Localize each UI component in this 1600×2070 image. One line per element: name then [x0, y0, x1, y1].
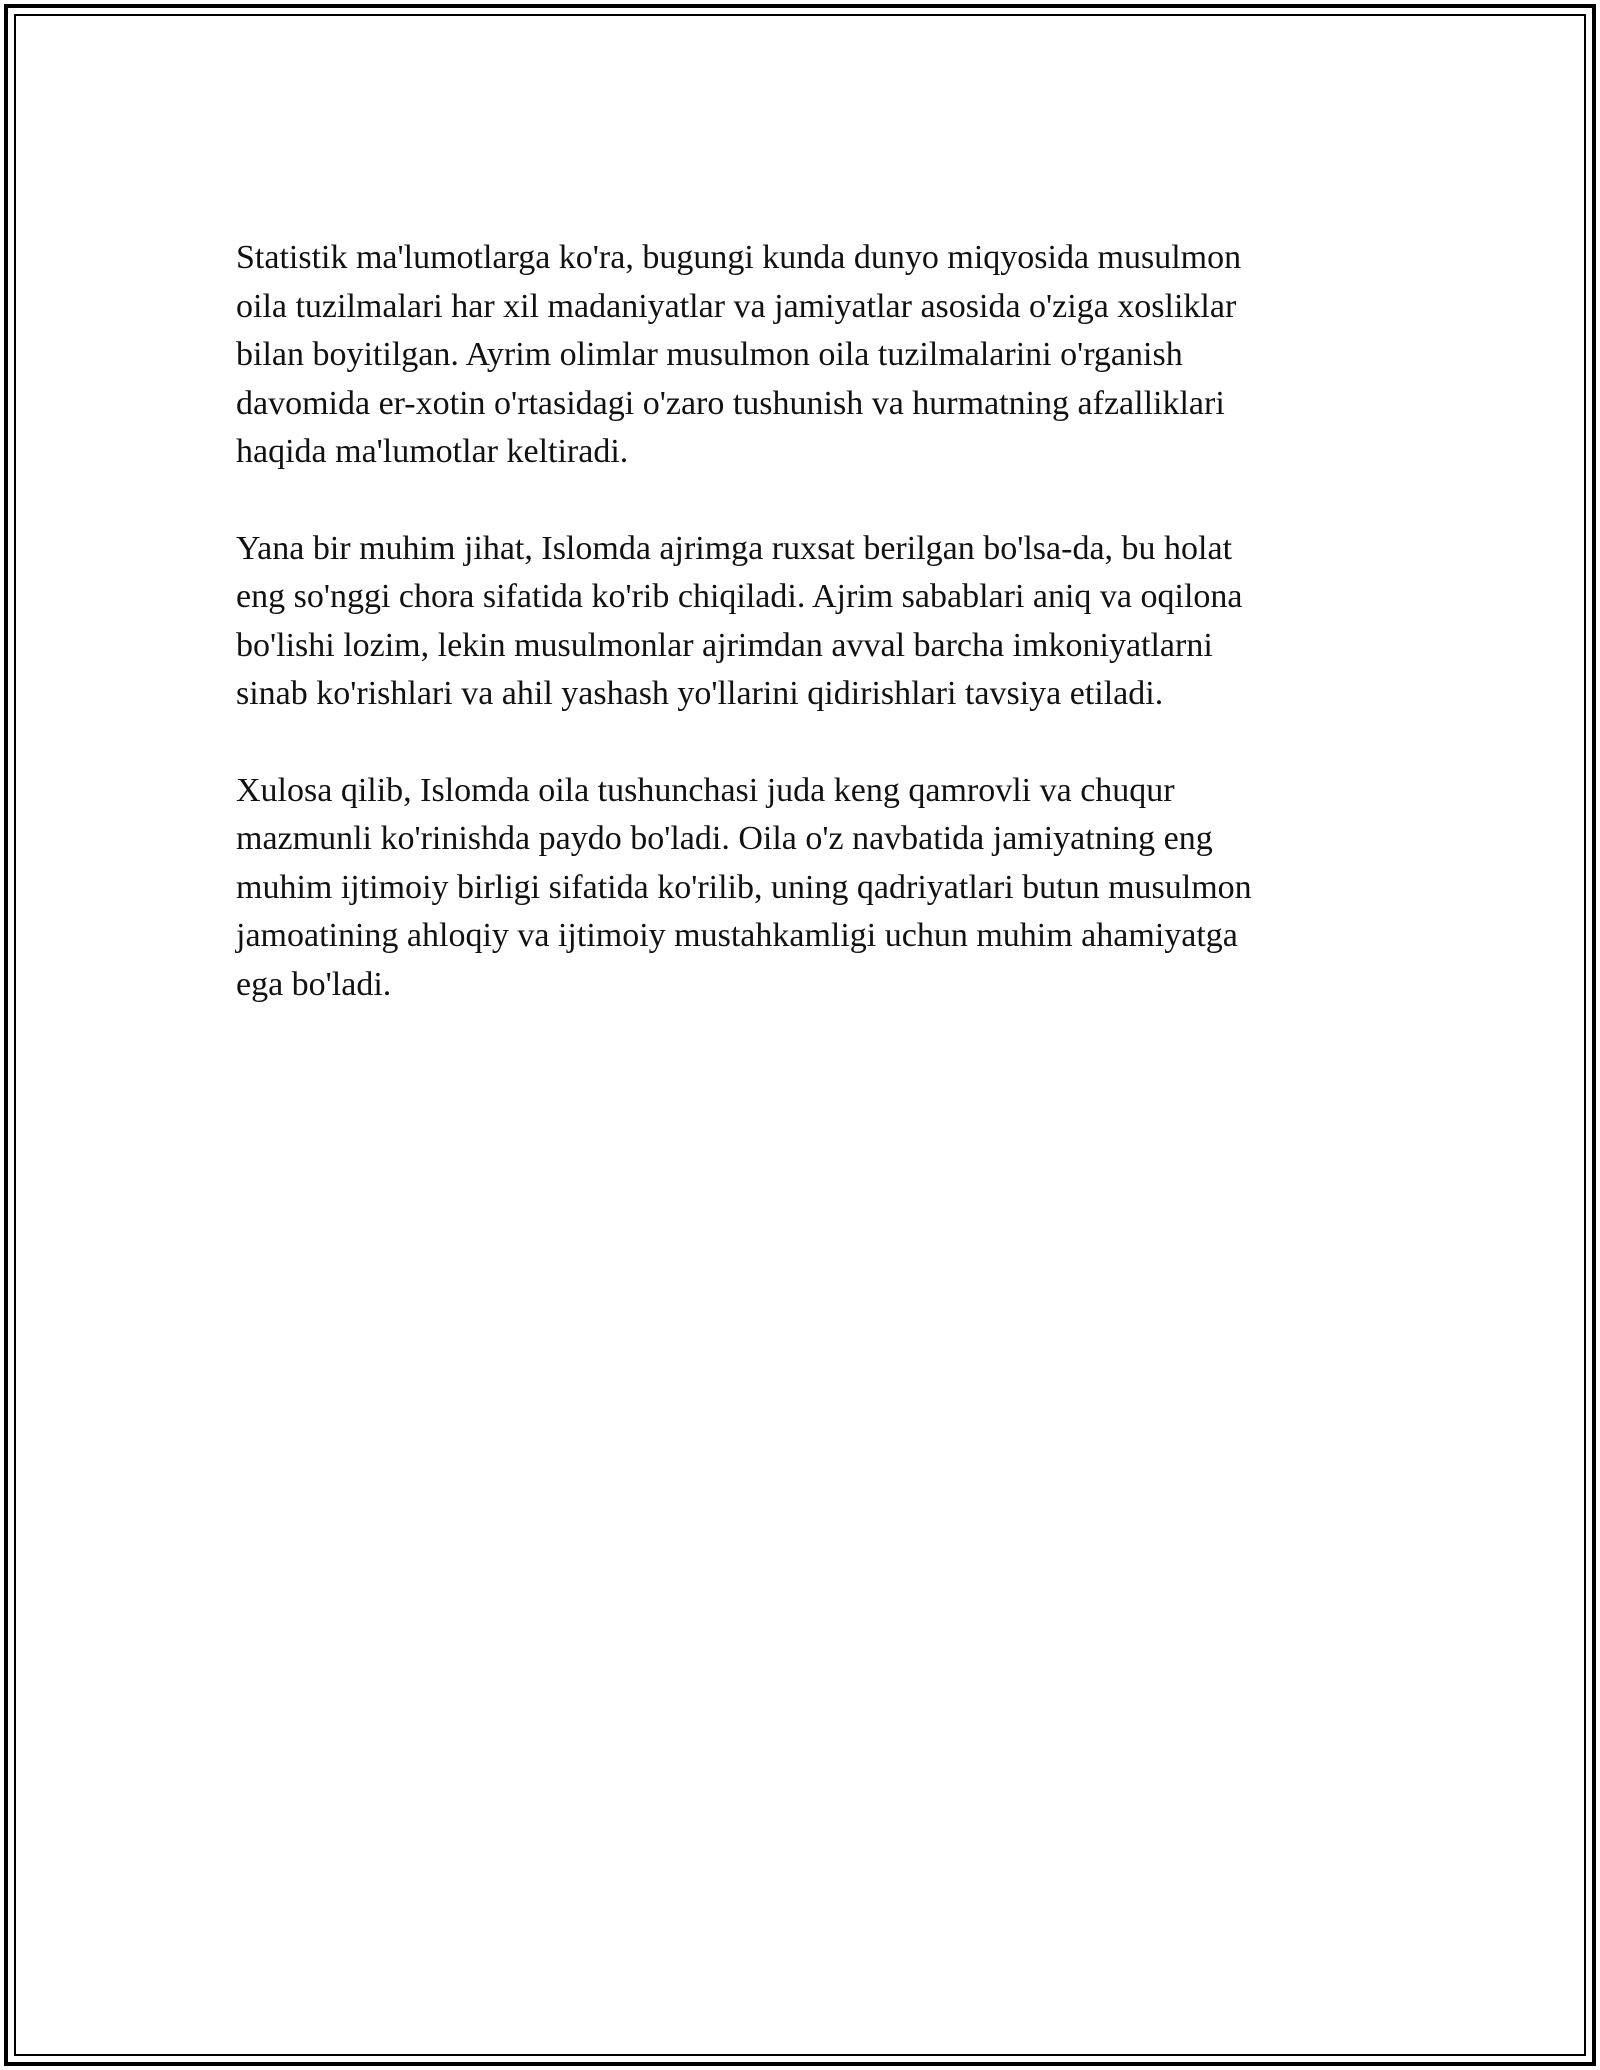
document-body: [236, 234, 1356, 1057]
paragraph-1: Statistik ma'lumotlarga ko'ra, bugungi kunda dunyo miqyosida musulmon oila tuzilmalari har xil madaniyatlar va jamiyatlar asosida o'ziga xosliklar bilan boyitilgan. Ayrim olimlar musulmon oila tuzilmalarini o'rganish davomida er-xotin o'rtasidagi o'zaro tushunish va hurmatning afzalliklari haqida ma'lumotlar keltiradi.: [236, 239, 1242, 470]
paragraph-3: Xulosa qilib, Islomda oila tushunchasi juda keng qamrovli va chuqur mazmunli ko'rinishda paydo bo'ladi. Oila o'z navbatida jamiyatning eng muhim ijtimoiy birligi sifatida ko'rilib, uning qadriyatlari butun musulmon jamoatining ahloqiy va ijtimoiy mustahkamligi uchun muhim ahamiyatga ega bo'ladi.: [236, 771, 1252, 1003]
paragraph-2: Yana bir muhim jihat, Islomda ajrimga ruxsat berilgan bo'lsa-da, bu holat eng so'nggi chora sifatida ko'rib chiqiladi. Ajrim sabablari aniq va oqilona bo'lishi lozim, lekin musulmonlar ajrimdan avval barcha imkoniyatlarni sinab ko'rishlari va ahil yashash yo'llarini qidirishlari tavsiya etiladi.: [236, 529, 1243, 712]
